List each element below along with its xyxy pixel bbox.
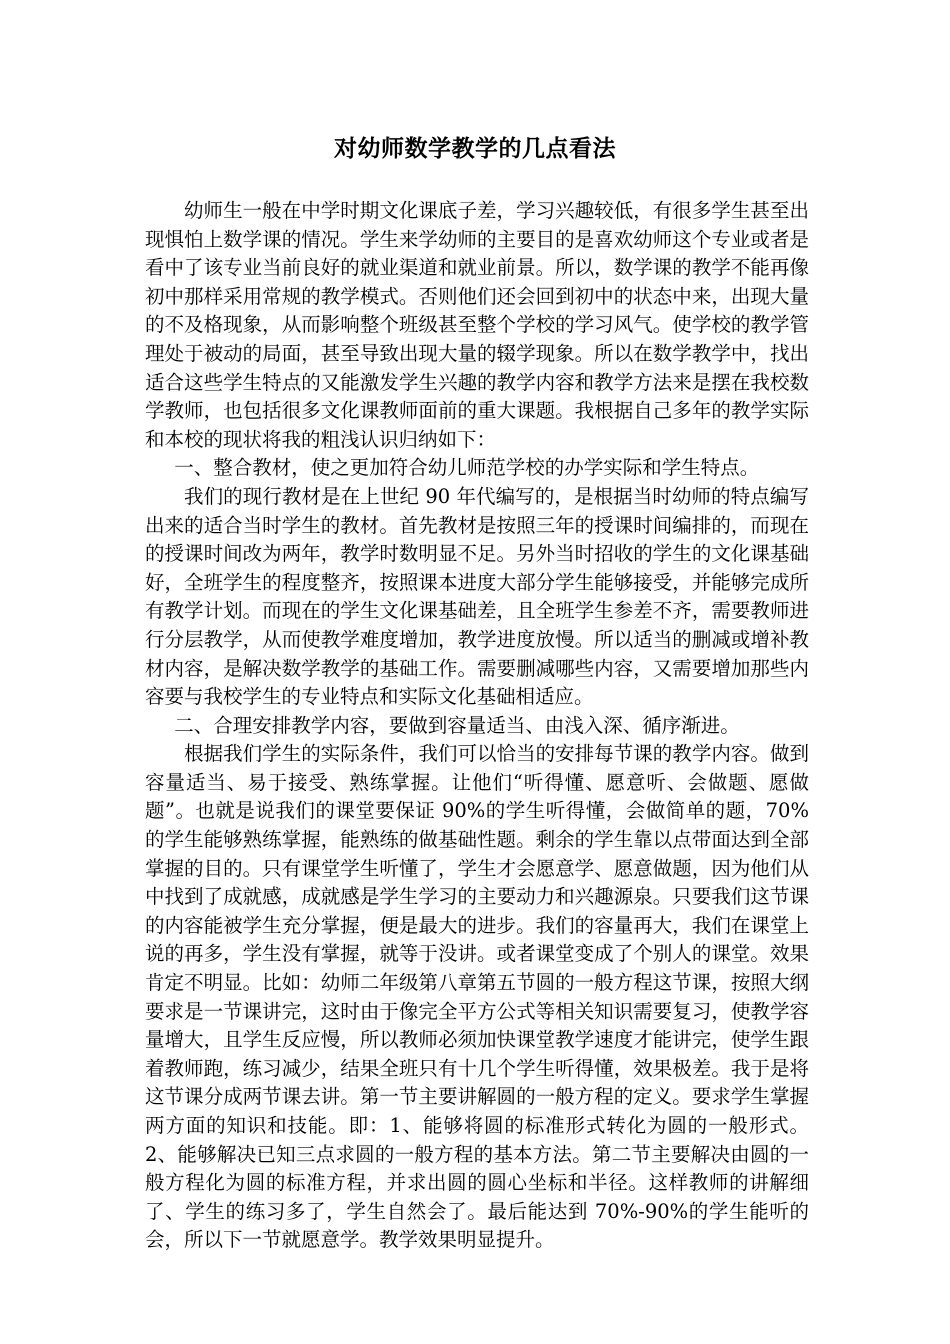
paragraph-section-1: 我们的现行教材是在上世纪 90 年代编写的，是根据当时幼师的特点编写出来的适合当时学生的教材。首先教材是按照三年的授课时间编排的，而现在的授课时间改为两年，教学时数明显不足。另外当时招收的学生的文化课基础好，全班学生的程度整齐，按照课本进度大部分学生能够接受，并能够完成所有教学计划。而现在的学生文化课基础差，且全班学生参差不齐，需要教师进行分层教学，从而使教学难度增加，教学进度放慢。所以适当的删减或增补教材内容，是解决数学教学的基础工作。需要删减哪些内容，又需要增加那些内容要与我校学生的专业特点和实际文化基础相适应。 [145, 484, 809, 709]
document-body [145, 197, 809, 1255]
document-title: 对幼师数学教学的几点看法 [334, 135, 616, 162]
paragraph-section-2: 根据我们学生的实际条件，我们可以恰当的安排每节课的教学内容。做到容量适当、易于接受、熟练掌握。让他们“听得懂、愿意听、会做题、愿做题”。也就是说我们的课堂要保证 90%的学生听得懂，会做简单的题，70%的学生能够熟练掌握，能熟练的做基础性题。剩余的学生靠以点带面达到全部掌握的目的。只有课堂学生听懂了，学生才会愿意学、愿意做题，因为他们从中找到了成就感，成就感是学生学习的主要动力和兴趣源泉。只要我们这节课的内容能被学生充分掌握，便是最大的进步。我们的容量再大，我们在课堂上说的再多，学生没有掌握，就等于没讲。或者课堂变成了个别人的课堂。效果肯定不明显。比如：幼师二年级第八章第五节圆的一般方程这节课，按照大纲要求是一节课讲完，这时由于像完全平方公式等相关知识需要复习，使教学容量增大，且学生反应慢，所以教师必须加快课堂教学速度才能讲完，使学生跟着教师跑，练习减少，结果全班只有十几个学生听得懂，效果极差。我于是将这节课分成两节课去讲。第一节主要讲解圆的一般方程的定义。要求学生掌握两方面的知识和技能。即：1、能够将圆的标准形式转化为圆的一般形式。2、能够解决已知三点求圆的一般方程的基本方法。第二节主要解决由圆的一般方程化为圆的标准方程，并求出圆的圆心坐标和半径。这样教师的讲解细了、学生的练习多了，学生自然会了。最后能达到 70%-90%的学生能听的会，所以下一节就愿意学。教学效果明显提升。 [145, 742, 809, 1252]
section-heading-2: 二、合理安排教学内容，要做到容量适当、由浅入深、循序渐进。 [174, 713, 740, 737]
section-heading-1: 一、整合教材，使之更加符合幼儿师范学校的办学实际和学生特点。 [174, 456, 760, 480]
paragraph-intro: 幼师生一般在中学时期文化课底子差，学习兴趣较低，有很多学生甚至出现惧怕上数学课的情况。学生来学幼师的主要目的是喜欢幼师这个专业或者是看中了该专业当前良好的就业渠道和就业前景。所以，数学课的教学不能再像初中那样采用常规的教学模式。否则他们还会回到初中的状态中来，出现大量的不及格现象，从而影响整个班级甚至整个学校的学习风气。使学校的教学管理处于被动的局面，甚至导致出现大量的辍学现象。所以在数学教学中，找出适合这些学生特点的又能激发学生兴趣的教学内容和教学方法来是摆在我校数学教师，也包括很多文化课教师面前的重大课题。我根据自己多年的教学实际和本校的现状将我的粗浅认识归纳如下： [145, 199, 809, 451]
